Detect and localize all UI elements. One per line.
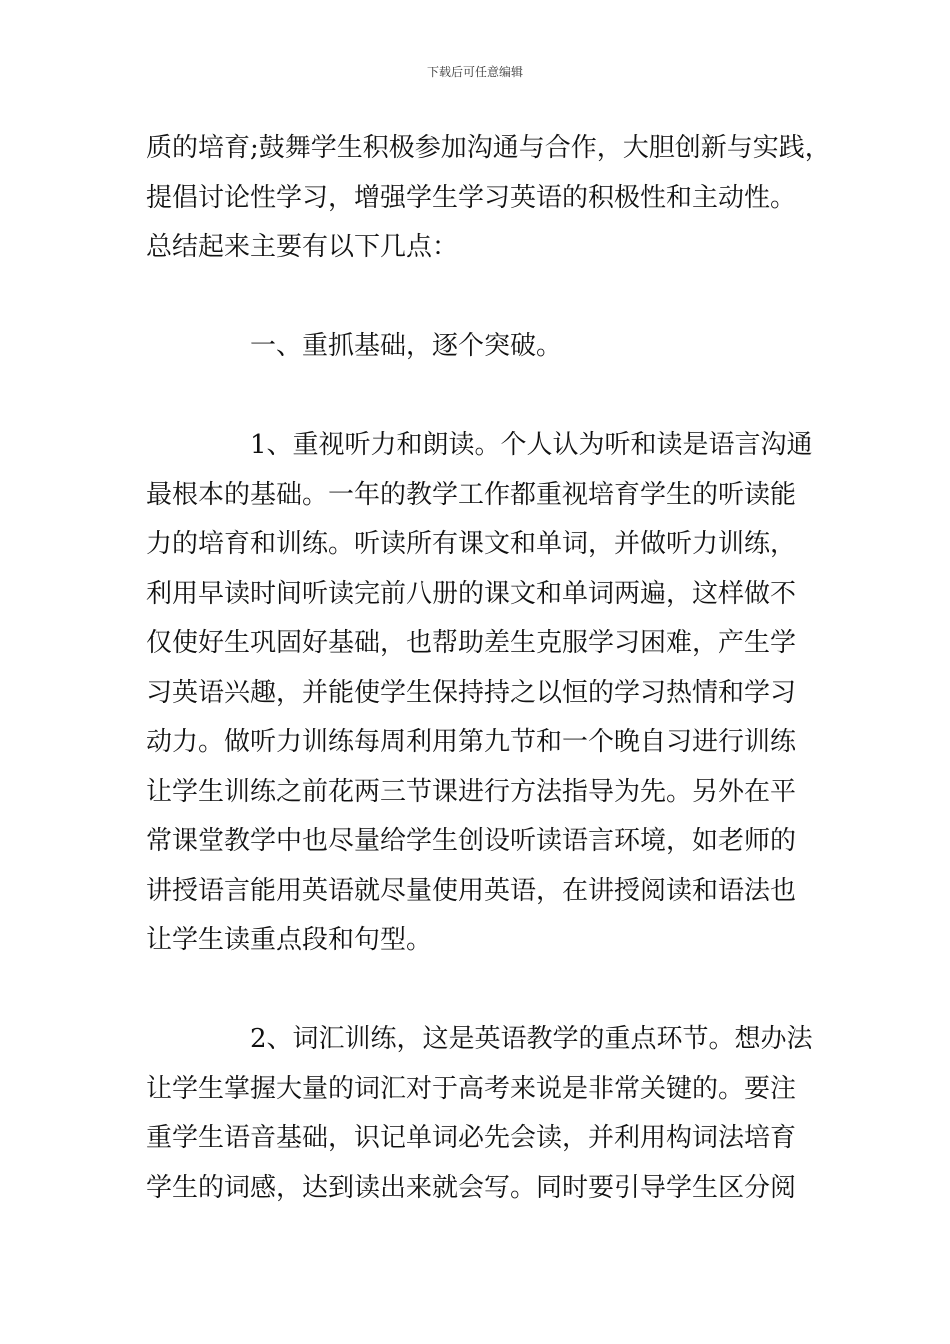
paragraph-line: 力的培育和训练。听读所有课文和单词，并做听力训练，: [146, 529, 797, 559]
paragraph-line: 2、词汇训练，这是英语教学的重点环节。想办法: [250, 1024, 813, 1054]
paragraph-gap: [146, 966, 808, 1016]
paragraph-line: 总结起来主要有以下几点：: [146, 232, 459, 262]
paragraph-line: 讲授语言能用英语就尽量使用英语，在讲授阅读和语法也: [146, 875, 797, 906]
document-body: [146, 124, 831, 1213]
paragraph-line: 利用早读时间听读完前八册的课文和单词两遍，这样做不: [146, 578, 797, 609]
page-header: 下载后可任意编辑: [426, 65, 523, 79]
paragraph-line: 让学生读重点段和句型。: [146, 925, 433, 955]
paragraph-line: 学生的词感，达到读出来就会写。同时要引导学生区分阅: [146, 1172, 797, 1203]
paragraph-line: 重学生语音基础，识记单词必先会读，并利用构词法培育: [146, 1123, 797, 1153]
paragraph-gap: [146, 372, 808, 422]
paragraph-line: 常课堂教学中也尽量给学生创设听读语言环境，如老师的: [146, 826, 797, 856]
section-heading: 一、重抓基础，逐个突破。: [250, 331, 563, 361]
paragraph-gap: [146, 273, 808, 323]
paragraph-line: 让学生训练之前花两三节课进行方法指导为先。另外在平: [146, 776, 797, 807]
paragraph-line: 提倡讨论性学习，增强学生学习英语的积极性和主动性。: [146, 182, 797, 213]
paragraph-line: 动力。做听力训练每周利用第九节和一个晚自习进行训练: [146, 727, 797, 757]
paragraph-line: 最根本的基础。一年的教学工作都重视培育学生的听读能: [146, 479, 797, 510]
paragraph-line: 仅使好生巩固好基础，也帮助差生克服学习困难，产生学: [146, 628, 797, 658]
paragraph-line: 让学生掌握大量的词汇对于高考来说是非常关键的。要注: [146, 1073, 797, 1104]
paragraph-line: 质的培育;鼓舞学生积极参加沟通与合作，大胆创新与实践，: [146, 133, 831, 163]
paragraph-line: 1、重视听力和朗读。个人认为听和读是语言沟通: [250, 430, 813, 460]
paragraph-line: 习英语兴趣，并能使学生保持持之以恒的学习热情和学习: [146, 677, 797, 708]
